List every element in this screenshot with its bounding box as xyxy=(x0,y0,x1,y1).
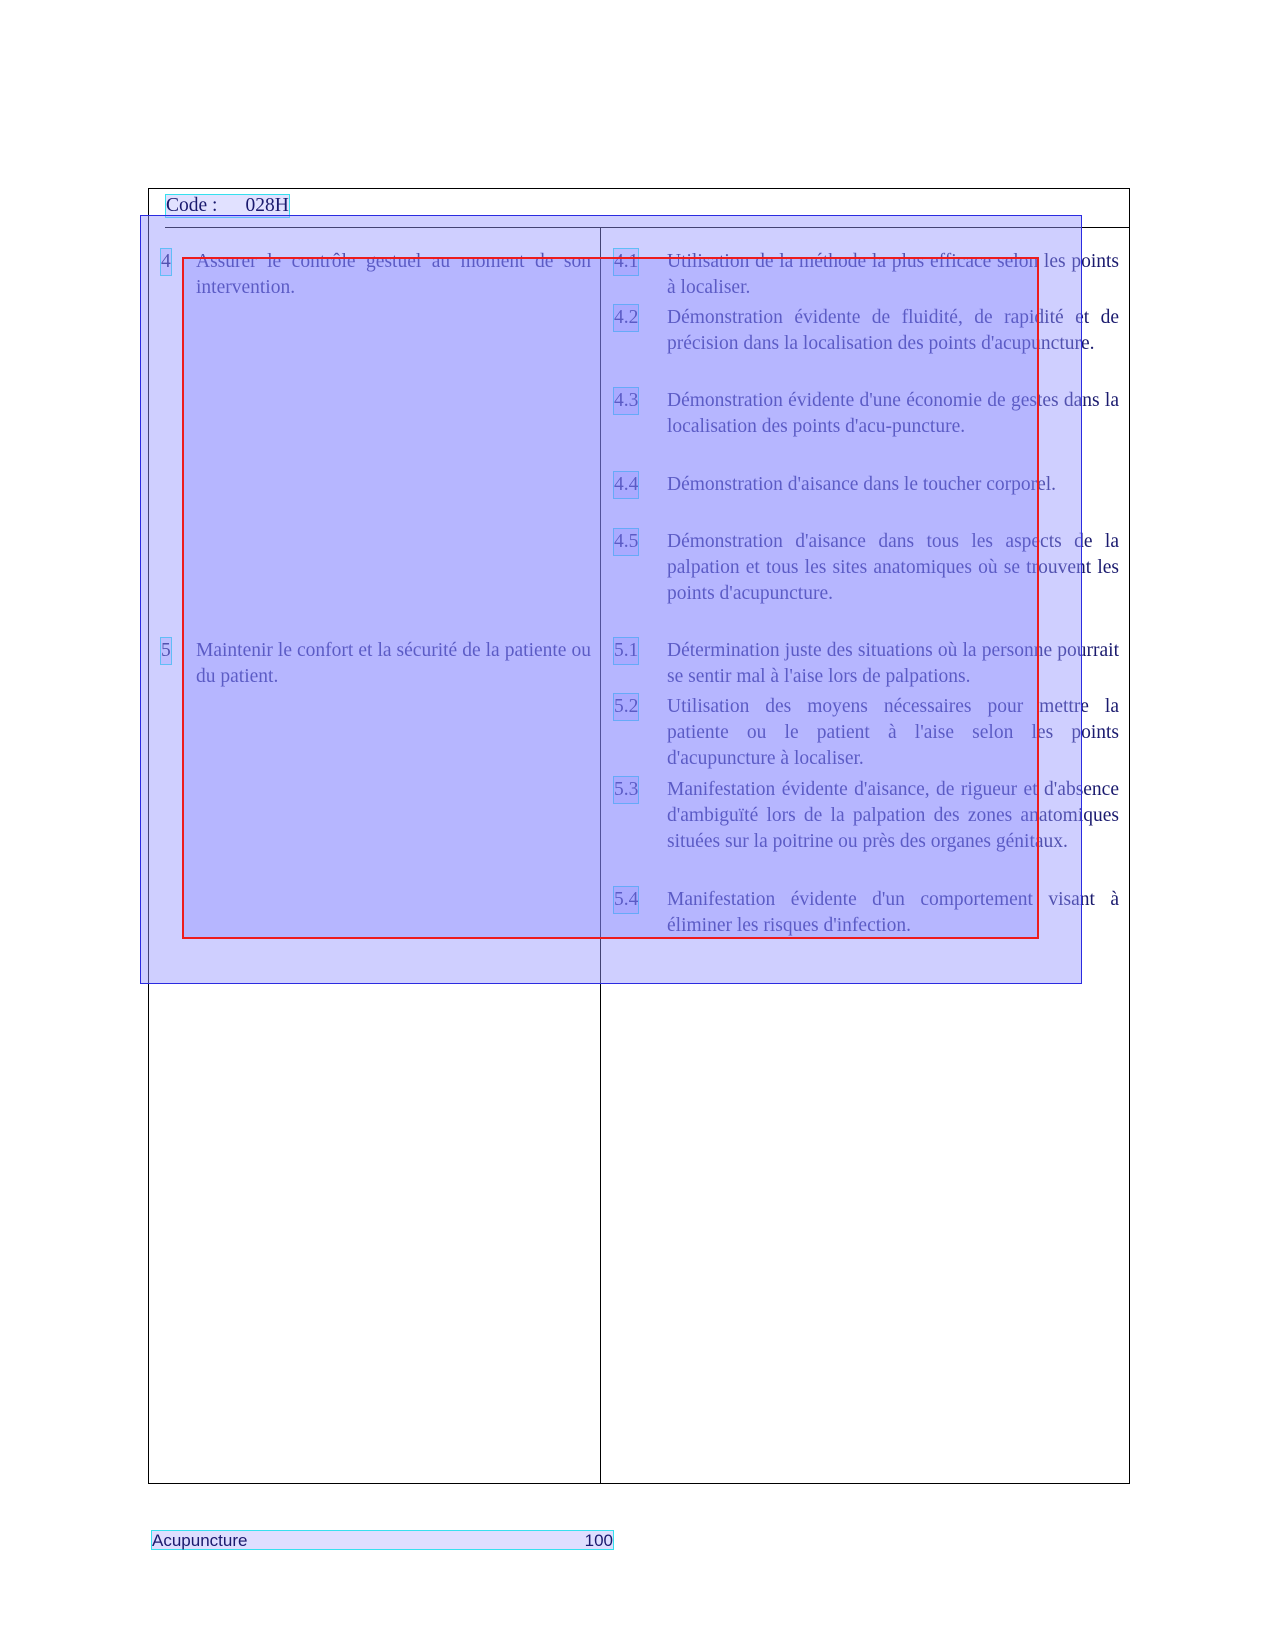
right-item-text: Démonstration évidente d'une économie de gestes dans la localisation des points d'acu-puncture. xyxy=(667,390,1119,437)
right-item-text: Démonstration d'aisance dans le toucher corporel. xyxy=(667,474,1057,495)
right-item-text: Démonstration évidente de fluidité, de rapidité et de précision dans la localisation des points d'acupuncture. xyxy=(667,307,1119,354)
left-item-number: 4 xyxy=(161,249,171,275)
right-item-text: Manifestation évidente d'un comportement visant à éliminer les risques d'infection. xyxy=(667,889,1119,936)
code-value: 028H xyxy=(245,195,289,216)
right-item-number: 4.2 xyxy=(614,305,638,331)
left-item-text: Assurer le contrôle gestuel au moment de son intervention. xyxy=(196,251,591,298)
right-item-text: Utilisation de la méthode la plus efficace selon les points à localiser. xyxy=(667,251,1119,298)
page-footer xyxy=(151,1530,614,1550)
right-item-text: Détermination juste des situations où la personne pourrait se sentir mal à l'aise lors de palpations. xyxy=(667,640,1119,687)
code-label: Code : xyxy=(166,195,218,216)
right-item-number: 5.1 xyxy=(614,638,638,664)
right-item-number: 4.5 xyxy=(614,529,638,555)
right-item-number: 5.4 xyxy=(614,887,638,913)
right-item-text: Utilisation des moyens nécessaires pour mettre la patiente ou le patient à l'aise selon les points d'acupuncture à localiser. xyxy=(667,696,1119,769)
right-item-number: 5.3 xyxy=(614,777,638,803)
right-item-text: Démonstration d'aisance dans tous les aspects de la palpation et tous les sites anatomiques où se trouvent les points d'acupuncture. xyxy=(667,531,1119,604)
page-number: 100 xyxy=(584,1531,613,1550)
left-item-text: Maintenir le confort et la sécurité de la patiente ou du patient. xyxy=(196,640,591,687)
right-item-number: 4.3 xyxy=(614,388,638,414)
selection-region-overlay xyxy=(182,257,1039,939)
right-item-text: Manifestation évidente d'aisance, de rigueur et d'absence d'ambiguïté lors de la palpation des zones anatomiques situées sur la poitrine ou près des organes génitaux. xyxy=(667,779,1119,852)
footer-title: Acupuncture xyxy=(152,1531,248,1550)
right-item-number: 4.4 xyxy=(614,472,638,498)
left-item-number: 5 xyxy=(161,638,171,664)
right-item-number: 5.2 xyxy=(614,694,638,720)
right-item-number: 4.1 xyxy=(614,249,638,275)
code-line xyxy=(166,195,289,217)
